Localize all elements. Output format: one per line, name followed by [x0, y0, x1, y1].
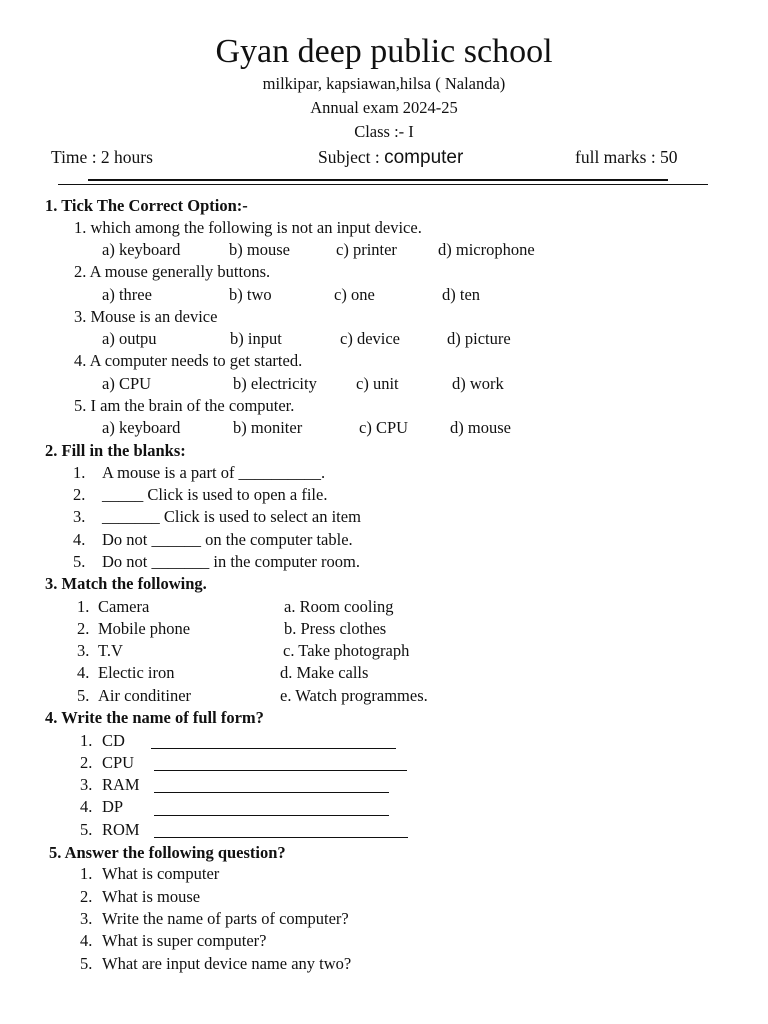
- match-left-text: Electic iron: [98, 663, 175, 682]
- option-d: d) microphone: [438, 240, 535, 259]
- match-right-text: c. Take photograph: [283, 641, 410, 660]
- option-d: d) picture: [447, 329, 511, 348]
- match-left-text: Camera: [98, 597, 150, 616]
- answer-blank-line: [151, 748, 396, 749]
- match-right-text: e. Watch programmes.: [280, 686, 428, 705]
- item-text: What is mouse: [102, 887, 201, 906]
- option-d: d) work: [452, 374, 504, 393]
- answer-blank-line: [154, 837, 408, 838]
- option-c: c) printer: [336, 240, 397, 259]
- section5-heading: 5. Answer the following question?: [49, 843, 286, 862]
- option-d: d) mouse: [450, 418, 511, 437]
- match-left-number: 4.: [77, 663, 90, 682]
- option-b: b) input: [230, 329, 282, 348]
- school-address: milkipar, kapsiawan,hilsa ( Nalanda): [262, 74, 506, 93]
- question-text: 2. A mouse generally buttons.: [74, 262, 271, 281]
- question-text: 1. which among the following is not an input device.: [74, 218, 422, 237]
- section3-heading: 3. Match the following.: [45, 574, 207, 593]
- item-number: 4.: [73, 530, 86, 549]
- section1-heading: 1. Tick The Correct Option:-: [45, 196, 248, 215]
- option-b: b) electricity: [233, 374, 317, 393]
- item-text: _______ Click is used to select an item: [102, 507, 361, 526]
- subject-label: [318, 147, 463, 168]
- item-number: 3.: [73, 507, 86, 526]
- item-number: 1.: [73, 463, 86, 482]
- class-label: Class :- I: [354, 122, 414, 141]
- section4-heading: 4. Write the name of full form?: [45, 708, 264, 727]
- match-left-number: 3.: [77, 641, 90, 660]
- item-text: What is super computer?: [102, 931, 267, 950]
- match-left-number: 2.: [77, 619, 90, 638]
- item-number: 3.: [80, 909, 93, 928]
- item-text: What is computer: [102, 864, 220, 883]
- time-label: Time : 2 hours: [51, 147, 153, 167]
- option-a: a) keyboard: [102, 418, 181, 437]
- option-d: d) ten: [442, 285, 481, 304]
- item-text: CPU: [102, 753, 135, 772]
- option-a: a) keyboard: [102, 240, 181, 259]
- header-divider-thin: [58, 184, 708, 185]
- item-text: A mouse is a part of __________.: [102, 463, 326, 482]
- school-name: Gyan deep public school: [215, 33, 553, 70]
- option-c: c) one: [334, 285, 375, 304]
- item-text: Do not _______ in the computer room.: [102, 552, 361, 571]
- match-right-text: d. Make calls: [280, 663, 369, 682]
- item-text: RAM: [102, 775, 140, 794]
- match-left-text: Air conditiner: [98, 686, 192, 705]
- exam-title: Annual exam 2024-25: [310, 98, 458, 117]
- question-text: 5. I am the brain of the computer.: [74, 396, 295, 415]
- item-number: 4.: [80, 931, 93, 950]
- item-number: 2.: [73, 485, 86, 504]
- match-left-text: T.V: [98, 641, 123, 660]
- option-b: b) two: [229, 285, 272, 304]
- item-text: What are input device name any two?: [102, 954, 352, 973]
- match-right-text: a. Room cooling: [284, 597, 394, 616]
- item-number: 3.: [80, 775, 93, 794]
- option-c: c) device: [340, 329, 400, 348]
- option-b: b) moniter: [233, 418, 303, 437]
- section2-heading: 2. Fill in the blanks:: [45, 441, 186, 460]
- answer-blank-line: [154, 770, 407, 771]
- match-left-number: 5.: [77, 686, 90, 705]
- option-a: a) three: [102, 285, 152, 304]
- item-number: 2.: [80, 753, 93, 772]
- item-number: 2.: [80, 887, 93, 906]
- option-b: b) mouse: [229, 240, 290, 259]
- item-number: 5.: [80, 954, 93, 973]
- header-divider-thick: [88, 179, 668, 181]
- option-c: c) CPU: [359, 418, 409, 437]
- item-number: 5.: [80, 820, 93, 839]
- question-text: 4. A computer needs to get started.: [74, 351, 303, 370]
- item-number: 4.: [80, 797, 93, 816]
- item-text: DP: [102, 797, 124, 816]
- subject-value: computer: [384, 147, 464, 168]
- option-a: a) outpu: [102, 329, 157, 348]
- full-marks-label: full marks : 50: [575, 147, 678, 167]
- match-right-text: b. Press clothes: [284, 619, 387, 638]
- subject-prefix: Subject :: [318, 147, 385, 167]
- item-text: ROM: [102, 820, 140, 839]
- option-c: c) unit: [356, 374, 399, 393]
- answer-blank-line: [154, 792, 389, 793]
- item-text: CD: [102, 731, 125, 750]
- option-a: a) CPU: [102, 374, 152, 393]
- match-left-number: 1.: [77, 597, 90, 616]
- question-text: 3. Mouse is an device: [74, 307, 218, 326]
- item-number: 1.: [80, 864, 93, 883]
- item-text: Write the name of parts of computer?: [102, 909, 349, 928]
- match-left-text: Mobile phone: [98, 619, 191, 638]
- item-text: _____ Click is used to open a file.: [102, 485, 328, 504]
- answer-blank-line: [154, 815, 389, 816]
- item-text: Do not ______ on the computer table.: [102, 530, 353, 549]
- item-number: 5.: [73, 552, 86, 571]
- item-number: 1.: [80, 731, 93, 750]
